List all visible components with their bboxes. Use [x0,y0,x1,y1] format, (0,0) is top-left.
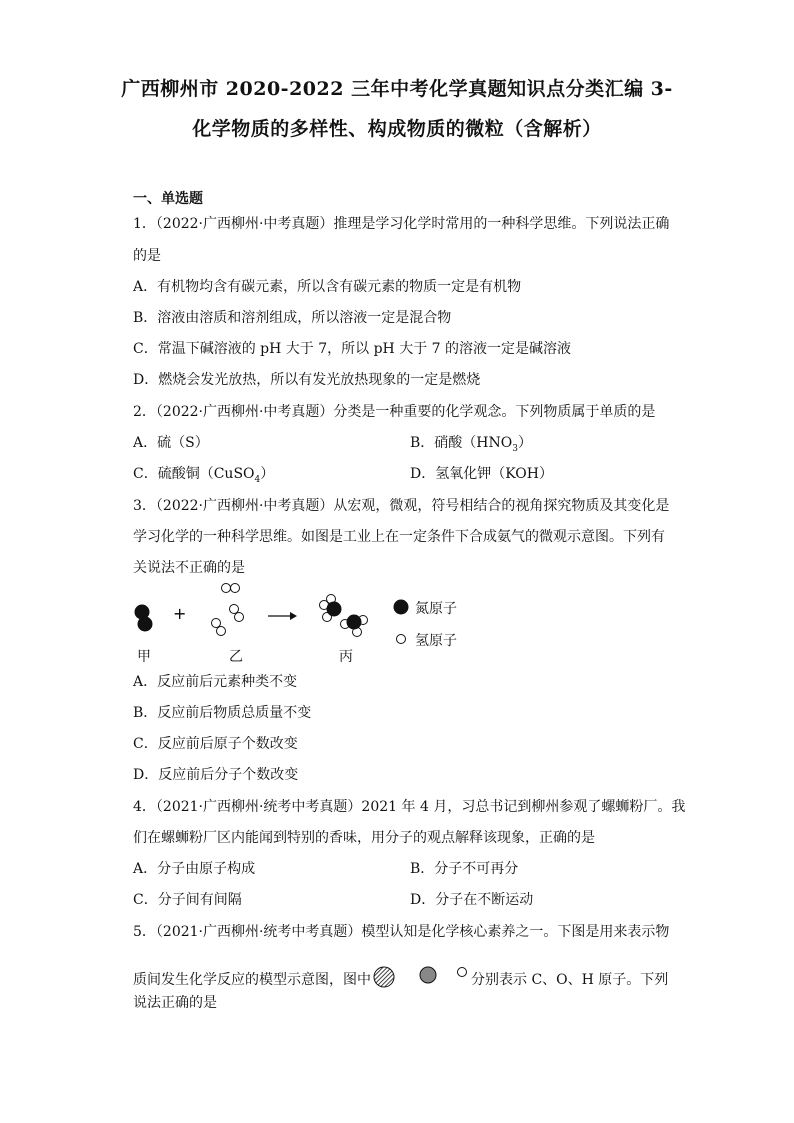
legend-n-label: 氮原子 [415,601,457,617]
label-bing: 丙 [339,649,353,665]
label-jia: 甲 [137,649,151,665]
atom-models-icons [371,966,471,988]
q3-stem-line2: 学习化学的一种科学思维。如图是工业上在一定条件下合成氨气的微观示意图。下列有 [133,529,665,545]
q2-option-c-close: ） [260,466,275,482]
q1-stem-line1: 1．（2022·广西柳州·中考真题）推理是学习化学时常用的一种科学思维。下列说法正确 [133,216,670,232]
q5-stem-line2-post: 分别表示 C、O、H 原子。下列 [471,972,669,988]
q4-option-c: C．分子间有间隔 [133,892,242,908]
legend-h-label: 氢原子 [415,633,457,649]
q4-stem-line1: 4．（2021·广西柳州·统考中考真题）2021 年 4 月，习总书记到柳州参观了螺蛳粉厂。我 [133,799,686,815]
n2-atom-2 [138,617,152,631]
carbon-atom-icon [374,967,394,987]
q2-option-c-text: C．硫酸铜（CuSO [133,466,255,482]
q4-option-b: B．分子不可再分 [410,861,519,877]
nh3-molecules [320,595,368,637]
reaction-diagram-svg [125,576,485,666]
q1-option-d: D．燃烧会发光放热，所以有发光放热现象的一定是燃烧 [133,372,481,388]
legend-n-symbol [394,600,408,614]
h-atom [235,613,244,622]
q2-option-a: A．硫（S） [133,435,209,451]
h-atom [217,627,226,636]
doc-title-line2: 化学物质的多样性、构成物质的微粒（含解析） [192,118,602,140]
legend-h-symbol [397,635,406,644]
hydrogen-atom-icon [458,968,467,977]
q2-option-b-close: ） [517,435,532,451]
q3-option-c: C．反应前后原子个数改变 [133,736,298,752]
q5-stem-line2-pre: 质间发生化学反应的模型示意图，图中 [133,972,371,988]
q5-stem-line3: 说法正确的是 [133,995,217,1011]
h-atom [222,584,231,593]
h2-molecules [212,584,244,636]
q2-option-b-text: B．硝酸（HNO [410,435,513,451]
q1-option-b: B．溶液由溶质和溶剂组成，所以溶液一定是混合物 [133,310,452,326]
h-atom [231,584,240,593]
ammonia-synthesis-diagram [125,576,485,670]
doc-title-line1: 广西柳州市 2020-2022 三年中考化学真题知识点分类汇编 3- [121,78,673,100]
label-yi: 乙 [229,649,243,665]
section-heading: 一、单选题 [133,191,203,207]
q2-option-c-subscript: 4 [254,474,261,485]
q2-stem: 2．（2022·广西柳州·中考真题）分类是一种重要的化学观念。下列物质属于单质的是 [133,404,656,420]
q4-option-a: A．分子由原子构成 [133,861,256,877]
h-atom [230,605,239,614]
q3-stem-line3: 关说法不正确的是 [133,560,245,576]
q5-stem-line2 [133,966,668,989]
n-atom [327,602,341,616]
q5-stem-line1: 5．（2021·广西柳州·统考中考真题）模型认知是化学核心素养之一。下图是用来表示物 [133,924,670,940]
q1-option-c: C．常温下碱溶液的 pH 大于 7，所以 pH 大于 7 的溶液一定是碱溶液 [133,341,572,357]
h-atom [212,619,221,628]
oxygen-atom-icon [420,967,436,983]
q2-option-b-subscript: 3 [512,443,518,454]
q1-option-a: A．有机物均含有碳元素，所以含有碳元素的物质一定是有机物 [133,279,522,295]
reaction-arrow-head [290,612,297,620]
q3-option-a: A．反应前后元素种类不变 [133,674,298,690]
plus-sign: + [173,604,187,623]
q3-option-d: D．反应前后分子个数改变 [133,767,299,783]
q2-option-c [133,463,274,485]
q2-option-d: D．氢氧化钾（KOH） [410,466,553,482]
q4-stem-line2: 们在螺蛳粉厂区内能闻到特别的香味，用分子的观点解释该现象，正确的是 [133,830,595,846]
q3-stem-line1: 3．（2022·广西柳州·中考真题）从宏观，微观，符号相结合的视角探究物质及其变化是 [133,498,670,514]
q3-option-b: B．反应前后物质总质量不变 [133,705,312,721]
q1-stem-line2: 的是 [133,248,161,264]
q2-option-b [410,432,532,454]
n-atom [347,615,361,629]
q4-option-d: D．分子在不断运动 [410,892,534,908]
